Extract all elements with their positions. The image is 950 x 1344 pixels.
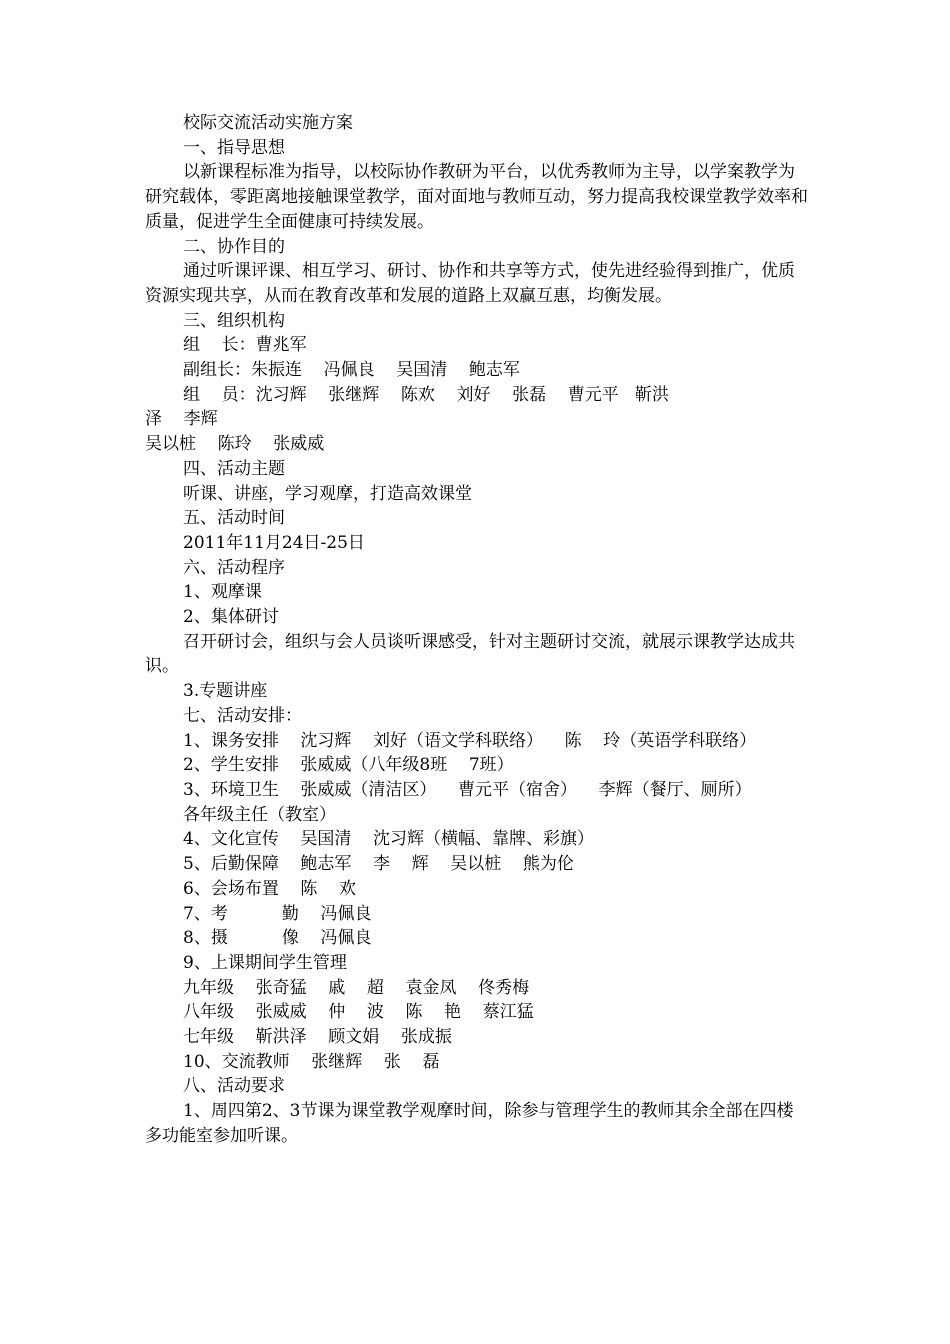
org-members-line2: 泽 李辉: [145, 409, 218, 430]
grade-9-managers: 九年级 张奇猛 戚 超 袁金凤 佟秀梅: [183, 977, 530, 998]
section-heading-guiding-thought: 一、指导思想: [183, 137, 285, 158]
arrangement-item-7: 7、考 勤 冯佩良: [183, 903, 372, 924]
arrangement-item-1: 1、课务安排 沈习辉 刘好（语文学科联络） 陈 玲（英语学科联络）: [183, 730, 757, 751]
procedure-item-1: 1、观摩课: [183, 582, 262, 603]
section-heading-organization: 三、组织机构: [183, 310, 285, 331]
procedure-item-2: 2、集体研讨: [183, 607, 279, 628]
document-page: [145, 111, 810, 1149]
section-heading-time: 五、活动时间: [183, 508, 285, 529]
arrangement-item-10: 10、交流教师 张继辉 张 磊: [183, 1051, 440, 1072]
section-heading-purpose: 二、协作目的: [183, 236, 285, 257]
document-title: 校际交流活动实施方案: [183, 113, 353, 133]
section-heading-procedure: 六、活动程序: [183, 557, 285, 578]
org-deputy: 副组长：朱振连 冯佩良 吴国清 鲍志军: [183, 360, 520, 381]
section-heading-arrangement: 七、活动安排：: [183, 705, 302, 726]
requirement-paragraph-1: 1、周四第2、3节课为课堂教学观摩时间，除参与管理学生的教师其余全部在四楼多功能室参加听课。: [145, 1101, 794, 1146]
section-heading-theme: 四、活动主题: [183, 458, 285, 479]
procedure-item-3: 3.专题讲座: [183, 681, 268, 702]
arrangement-item-3: 3、环境卫生 张威威（清洁区） 曹元平（宿舍） 李辉（餐厅、厕所）: [183, 779, 752, 800]
arrangement-item-4: 4、文化宣传 吴国清 沈习辉（横幅、靠牌、彩旗）: [183, 829, 595, 850]
grade-7-managers: 七年级 靳洪泽 顾文娟 张成振: [183, 1027, 452, 1048]
org-leader: 组 长：曹兆军: [183, 335, 307, 356]
section-heading-requirements: 八、活动要求: [183, 1076, 285, 1097]
theme-text: 听课、讲座，学习观摩，打造高效课堂: [183, 483, 472, 504]
paragraph-guiding-thought: 以新课程标准为指导，以校际协作教研为平台，以优秀教师为主导，以学案教学为研究载体，零距离地接触课堂教学，面对面地与教师互动，努力提高我校课堂教学效率和质量，促进学生全面健康可持续发展。: [145, 162, 808, 232]
arrangement-item-3-cont: 各年级主任（教室）: [183, 804, 336, 825]
org-members-line3: 吴以桩 陈玲 张威威: [145, 434, 325, 455]
time-text: 2011年11月24日-25日: [183, 532, 365, 553]
grade-8-managers: 八年级 张威威 仲 波 陈 艳 蔡江猛: [183, 1002, 534, 1023]
arrangement-item-8: 8、摄 像 冯佩良: [183, 928, 372, 949]
arrangement-item-9: 9、上课期间学生管理: [183, 952, 347, 973]
paragraph-purpose: 通过听课评课、相互学习、研讨、协作和共享等方式，使先进经验得到推广，优质资源实现共享，从而在教育改革和发展的道路上双赢互惠，均衡发展。: [145, 261, 795, 306]
procedure-paragraph: 召开研讨会，组织与会人员谈听课感受，针对主题研讨交流，就展示课教学达成共识。: [145, 631, 795, 677]
arrangement-item-5: 5、后勤保障 鲍志军 李 辉 吴以桩 熊为伦: [183, 854, 574, 875]
arrangement-item-2: 2、学生安排 张威威（八年级8班 7班）: [183, 755, 514, 776]
org-members-line1: 组 员：沈习辉 张继辉 陈欢 刘好 张磊 曹元平 靳洪: [183, 384, 669, 405]
arrangement-item-6: 6、会场布置 陈 欢: [183, 878, 357, 899]
